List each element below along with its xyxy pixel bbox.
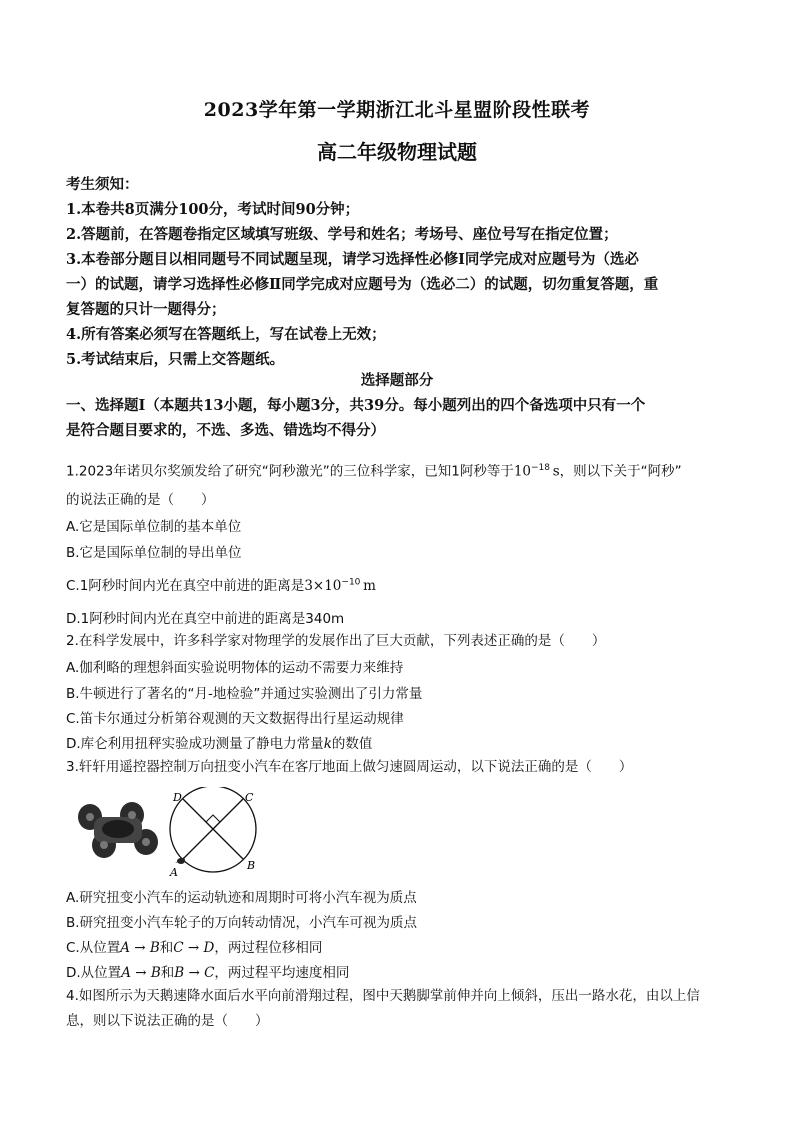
question-1-stem: 1.2023年诺贝尔奖颁发给了研究“阿秒激光”的三位科学家，已知1阿秒等于$10^{-18}$ s，则以下关于“阿秒” [66, 463, 682, 480]
q3-option-d[interactable]: D.从位置A → B和B → C，两过程平均速度相同 [66, 965, 350, 981]
q1-option-a[interactable]: A.它是国际单位制的基本单位 [66, 519, 242, 535]
q2-option-d[interactable]: D.库仑利用扭秤实验成功测量了静电力常量k的数值 [66, 736, 373, 752]
point-b-label: B [247, 859, 256, 872]
notice-item: 4.所有答案必须写在答题纸上，写在试卷上无效； [66, 326, 386, 343]
exam-title: 2023学年第一学期浙江北斗星盟阶段性联考 [203, 99, 591, 121]
point-a-label: A [170, 866, 178, 879]
q2-option-c[interactable]: C.笛卡尔通过分析第谷观测的天文数据得出行星运动规律 [66, 711, 404, 727]
point-c-label: C [245, 791, 254, 804]
question-1-stem-line2: 的说法正确的是（ ） [66, 492, 215, 508]
small-car-on-path-icon [175, 857, 185, 864]
q3-option-a[interactable]: A.研究扭变小汽车的运动轨迹和周期时可将小汽车视为质点 [66, 890, 417, 906]
notice-item: 一）的试题，请学习选择性必修Ⅱ同学完成对应题号为（选必二）的试题，切勿重复答题，重 [66, 276, 659, 293]
notice-item: 复答题的只计一题得分； [66, 301, 226, 318]
question-2-stem: 2.在科学发展中，许多科学家对物理学的发展作出了巨大贡献，下列表述正确的是（ ） [66, 633, 606, 649]
notice-item: 3.本卷部分题目以相同题号不同试题呈现，请学习选择性必修Ⅰ同学完成对应题号为（选必 [66, 251, 639, 268]
q2-option-b[interactable]: B.牛顿进行了著名的“月-地检验”并通过实验测出了引力常量 [66, 686, 423, 702]
notice-item: 5.考试结束后，只需上交答题纸。 [66, 351, 285, 368]
section-title: 选择题部分 [360, 372, 434, 389]
q3-option-c[interactable]: C.从位置A → B和C → D，两过程位移相同 [66, 940, 323, 956]
section-intro [66, 393, 730, 443]
toy-car-icon [78, 802, 158, 858]
point-d-label: D [173, 791, 182, 804]
exam-subtitle: 高二年级物理试题 [317, 140, 477, 164]
question-4-stem: 4.如图所示为天鹅速降水面后水平向前滑翔过程，图中天鹅脚掌前伸并向上倾斜，压出一路水花，由以上信 [66, 988, 700, 1004]
notice-heading: 考生须知： [66, 176, 139, 193]
q1-option-b[interactable]: B.它是国际单位制的导出单位 [66, 545, 242, 561]
section-intro-line: 是符合题目要求的，不选、多选、错选均不得分） [66, 422, 385, 439]
q3-figure [70, 787, 270, 879]
notice-item: 1.本卷共8页满分100分，考试时间90分钟； [66, 201, 360, 218]
question-3-stem: 3.轩轩用遥控器控制万向扭变小汽车在客厅地面上做匀速圆周运动，以下说法正确的是（ ） [66, 759, 633, 775]
q1-option-c[interactable]: C.1阿秒时间内光在真空中前进的距离是$3\times 10^{-10}$ m [66, 577, 376, 594]
notice-block [66, 172, 730, 372]
notice-item: 2.答题前，在答题卷指定区域填写班级、学号和姓名；考场号、座位号写在指定位置； [66, 226, 618, 243]
q3-option-b[interactable]: B.研究扭变小汽车轮子的万向转动情况，小汽车可视为质点 [66, 915, 418, 931]
question-4-stem-line2: 息，则以下说法正确的是（ ） [66, 1013, 269, 1029]
q1-option-d[interactable]: D.1阿秒时间内光在真空中前进的距离是340m [66, 611, 345, 627]
q2-option-a[interactable]: A.伽利略的理想斜面实验说明物体的运动不需要力来维持 [66, 660, 404, 676]
section-intro-line: 一、选择题Ⅰ（本题共13小题，每小题3分，共39分。每小题列出的四个备选项中只有一个 [66, 397, 646, 414]
